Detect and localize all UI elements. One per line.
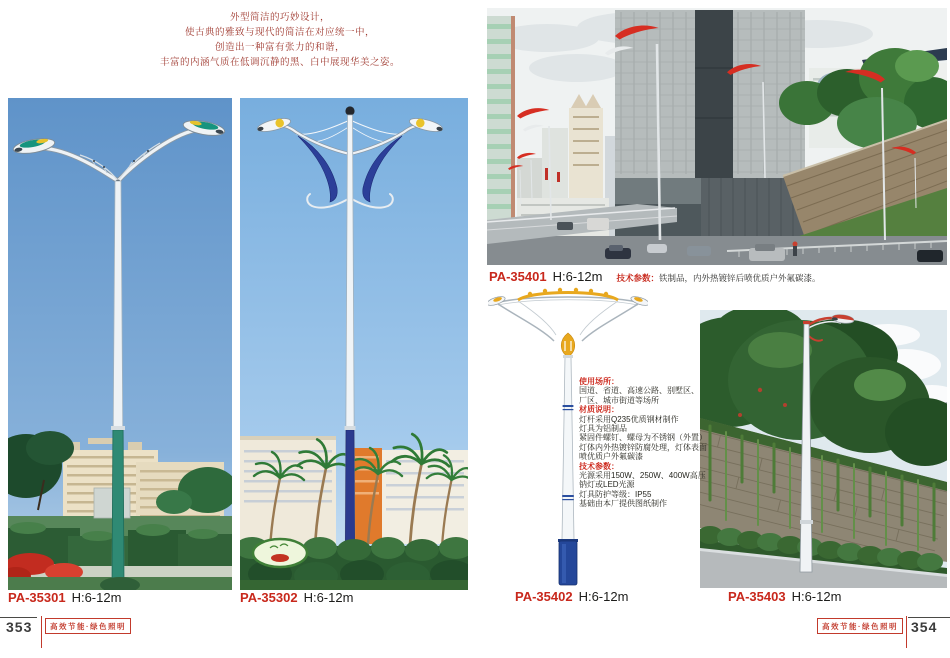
spec-line: 灯具为铝制品 (579, 424, 627, 434)
caption-pa-35301 (8, 590, 121, 605)
caption-pa-35401 (489, 269, 820, 284)
spec-line: 灯体内外热镀锌防腐处理，灯体表面 (579, 442, 707, 452)
pa-35302-illustration (240, 98, 468, 590)
model-number: PA-35301 (8, 590, 66, 605)
caption-pa-35402 (515, 589, 628, 604)
spec-heading: 使用场所： (579, 377, 619, 386)
gate-structure (94, 488, 130, 518)
spec-line: 光源采用150W、250W、400W高压 (579, 471, 706, 481)
footer-slogan-right: 高效节能·绿色照明 (817, 618, 903, 634)
footer-rule-right (908, 617, 950, 618)
model-number: PA-35302 (240, 590, 298, 605)
page-number-right: 354 (911, 619, 938, 635)
intro-line: 丰富的内涵气质在低调沉静的黑、白中展现华美之姿。 (159, 57, 400, 68)
intro-line: 外型简洁的巧妙设计， (229, 12, 330, 23)
footer-rule-left (0, 617, 37, 618)
pa-35401-photo (487, 8, 947, 265)
model-number: PA-35402 (515, 589, 573, 604)
intro-line: 使古典的雅致与现代的简洁在对应统一中， (184, 27, 375, 38)
product-photo-pa-35403 (700, 310, 947, 588)
spec-line: 国道、省道、高速公路、别墅区、 (579, 386, 699, 396)
page-number-left: 353 (6, 619, 33, 635)
product-image-pa-35301 (8, 98, 232, 590)
footer-divider-left (41, 616, 42, 648)
spec-line: 钠灯或LED光源 (579, 480, 635, 490)
spec-line: 基础由本厂提供图纸制作 (579, 499, 667, 509)
spec-heading: 技术参数： (579, 461, 619, 471)
model-height: H:6-12m (552, 269, 603, 284)
model-height: H:6-12m (791, 589, 842, 604)
model-height: H:6-12m (578, 589, 629, 604)
spec-line: 灯杆采用Q235优质钢材制作 (579, 414, 679, 424)
caption-pa-35302 (240, 590, 353, 605)
product-photo-pa-35401 (487, 8, 947, 265)
lamp-ornament (561, 333, 575, 357)
caption-pa-35403 (728, 589, 841, 604)
spec-line: 灯具防护等级：IP55 (579, 489, 652, 499)
footer-divider-right (906, 616, 907, 648)
spec-line: 厂区、城市街道等场所 (579, 395, 659, 405)
lamp-pole (562, 355, 574, 540)
model-number: PA-35401 (489, 269, 547, 284)
pa-35301-illustration (8, 98, 232, 590)
model-height: H:6-12m (303, 590, 354, 605)
spec-block (579, 377, 707, 509)
intro-line: 创造出一种富有张力的和谐， (214, 42, 345, 53)
tech-note-label: 技术参数： (616, 273, 659, 283)
garden-sign (253, 539, 307, 567)
model-number: PA-35403 (728, 589, 786, 604)
product-image-pa-35302 (240, 98, 468, 590)
left-tower (487, 16, 515, 234)
model-height: H:6-12m (71, 590, 122, 605)
lamp-base (558, 539, 578, 585)
pa-35403-photo (700, 310, 947, 588)
footer-slogan-left: 高效节能·绿色照明 (45, 618, 131, 634)
spec-line: 喷优质户外氟碳漆 (579, 452, 643, 462)
tech-note-text: 铁制品，内外热镀锌后喷优质户外氟碳漆。 (658, 273, 821, 283)
spec-line: 紧固件螺钉、螺母为不锈钢（外置） (579, 433, 707, 443)
spec-heading: 材质说明： (579, 405, 619, 415)
intro-paragraph (110, 10, 450, 70)
